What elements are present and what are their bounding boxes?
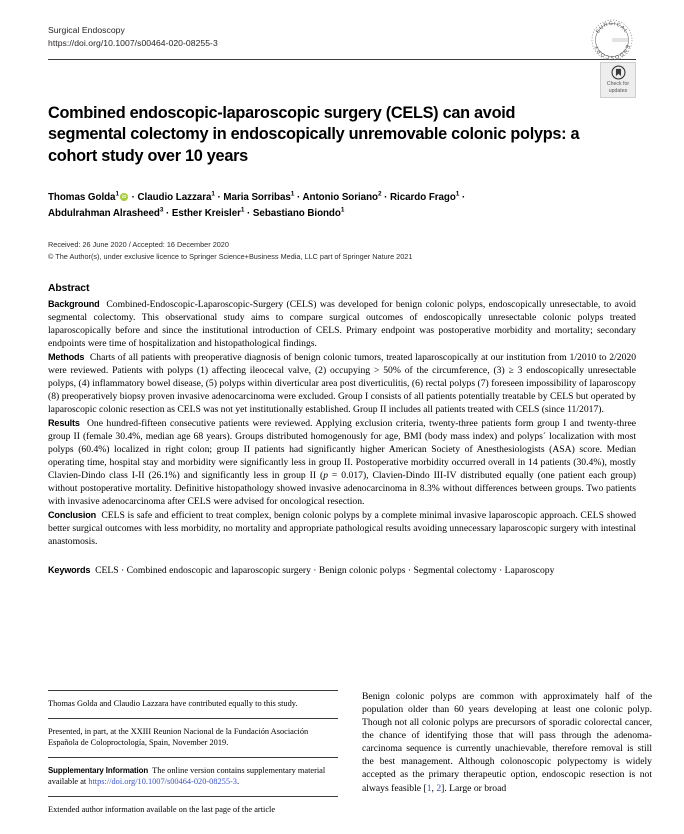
- journal-name: Surgical Endoscopy: [48, 25, 125, 35]
- footnote-divider-4: [48, 796, 338, 797]
- abstract-methods: [48, 351, 636, 417]
- footnote-equal-contribution: Thomas Golda and Claudio Lazzara have contributed equally to this study.: [48, 699, 298, 708]
- supplementary-label: Supplementary Information: [48, 765, 149, 775]
- author-sep: · Sebastiano Biondo: [244, 207, 341, 219]
- abstract-heading: Abstract: [48, 282, 90, 294]
- intro-text-part-1: Benign colonic polyps are common with approximately half of the population older than 60 years developing at least one colonic polyp. Though not all colonic polyps are precursors of sporadic colorectal cancer, the chance of identifying those that will pass through the adenoma-carcinoma sequence is currently unachievable, therefore removal is still the best management. Although colonoscopic polypectomy is widely accepted as the primary therapeutic option, endoscopic resection is not always feasible [: [362, 691, 652, 794]
- citation-ref-2[interactable]: 2: [436, 782, 442, 794]
- affil-mark: 1: [290, 190, 295, 198]
- supplementary-text: The online version contains supplementary material available at: [48, 765, 326, 787]
- keywords-text: CELS · Combined endoscopic and laparoscopic surgery · Benign colonic polyps · Segmental colectomy · Laparoscopy: [95, 564, 555, 576]
- abstract-conclusion: [48, 509, 636, 549]
- citation-ref-1[interactable]: 1: [426, 782, 432, 794]
- crossmark-line-2: updates: [608, 87, 628, 94]
- abstract-methods-text: Charts of all patients with preoperative diagnosis of benign colonic tumors, treated laparoscopically at our institution from 1/2010 to 2/2020 were reviewed. Patients with polyps (1) affecting ileocecal valve, (2) occupying > 50% of the circumference, (3) ≥ 3 endoscopically unresectable polyps, (4) inflammatory bowel disease, (5) polyps within diverticular area post diverticulitis, (6) rectal polyps (7) foreseen impossibility of laparoscopy (8) preoperatively biopsy proven invasive adenocarcinoma were excluded. Group I consists of all patients potentially treatable by CELS but operated by laparoscopic colonic resection as CELS was not yet institutionally established. Group II includes all patients treated with CELS (since 11/2017).: [48, 351, 637, 415]
- crossmark-label: [607, 81, 629, 94]
- footnote-extended-author-info: Extended author information available on the last page of the article: [48, 804, 276, 814]
- svg-text:ENDOSCOPY: ENDOSCOPY: [593, 43, 631, 61]
- author-sep: · Claudio Lazzara: [128, 191, 212, 203]
- orcid-icon[interactable]: [120, 193, 128, 201]
- copyright-line: © The Author(s), under exclusive licence to Springer Science+Business Media, LLC part of Springer Nature 2021: [48, 252, 413, 262]
- journal-logo-icon: [588, 16, 636, 64]
- abstract-results-text-b: = 0.017), Clavien-Dindo III-IV distributed equally (one patient each group) without postoperative mortality. Definitive histopathology showed invasive adenocarcinoma in 8.3% without differences between groups. Two patients with invasive adenocarcinoma after CELS were advised for oncological resection.: [48, 469, 636, 507]
- abstract-conclusion-text: CELS is safe and efficient to treat complex, benign colonic polyps by a complete minimal invasive laparoscopic approach. CELS showed better surgical outcomes with less morbidity, no mortality and appropriate pathological results avoiding unnecessary laparoscopic surgery with intestinal anastomosis.: [48, 509, 637, 547]
- svg-text:SURGICAL: SURGICAL: [594, 20, 630, 35]
- abstract-body: [48, 298, 636, 549]
- abstract-background: [48, 298, 636, 351]
- author-sep: · Esther Kreisler: [163, 207, 241, 219]
- abstract-results-text-a: One hundred-fifteen consecutive patients were reviewed. Applying exclusion criteria, twenty-three patients form group I and twenty-three group II (female 30.4%, median age 68 years). Groups distributed homogenously for age, BMI (body mass index) and polyps´ localization with most polyps (60.4%) localized in right colon; group II patients had significantly higher American Society of Anesthesiologists (ASA) score. Median operating time, hospital stay and morbidity were significantly less in group II. Postoperative morbidity occurred overall in 14 patients (30.4%), mostly Clavien-Dindo class I-II (26.1%) and significantly less in group II (: [48, 417, 636, 481]
- citation-separator: ,: [431, 782, 437, 794]
- page-title: Combined endoscopic-laparoscopic surgery (CELS) can avoid segmental colectomy in endoscopically unremovable colonic polyps: a cohort study over 10 years: [48, 103, 580, 165]
- publication-dates: [48, 239, 593, 263]
- page-content: [48, 20, 637, 578]
- introduction-paragraph: [362, 690, 652, 795]
- header-divider: [48, 59, 636, 60]
- supplementary-doi-link[interactable]: https://doi.org/10.1007/s00464-020-08255-3: [88, 777, 237, 787]
- introduction-column: [362, 690, 652, 823]
- crossmark-icon: [611, 65, 626, 80]
- affil-mark: 1: [240, 206, 245, 214]
- crossmark-line-1: Check for: [606, 81, 630, 87]
- abstract-background-text: Combined-Endoscopic-Laparoscopic-Surgery (CELS) was developed for benign colonic polyps, endoscopically unresectable, to avoid segmental colectomy. This observational study aims to compare surgical outcomes of endoscopically unresectable colonic polyps treated laparoscopically before and since the institutional introduction of CELS. Primary endpoint was postoperative morbidity and mortality; secondary endpoints were time of hospitalization and histopathological findings.: [48, 298, 636, 349]
- abstract-results: [48, 417, 636, 509]
- journal-doi[interactable]: https://doi.org/10.1007/s00464-020-08255-3: [48, 38, 218, 49]
- author-sep: · Maria Sorribas: [214, 191, 291, 203]
- abstract-results-p-value: p: [323, 469, 329, 481]
- bottom-columns: [48, 690, 652, 823]
- author-abdulrahman-alrasheed: Abdulrahman Alrasheed: [48, 207, 160, 219]
- keywords-label: Keywords: [48, 564, 91, 575]
- affil-mark: 1: [211, 190, 215, 198]
- footnote-supplementary: [48, 765, 338, 788]
- abstract-conclusion-label: Conclusion: [48, 509, 97, 520]
- affil-mark: 1: [340, 206, 345, 214]
- author-list: [48, 190, 593, 222]
- affil-mark: 1: [455, 190, 460, 198]
- journal-header: [48, 20, 636, 61]
- footnote-divider-1: [48, 690, 338, 691]
- author-sep: ·: [459, 191, 466, 203]
- keywords-section: [48, 564, 636, 578]
- affil-mark: 1: [115, 190, 119, 198]
- abstract-background-label: Background: [48, 298, 100, 309]
- received-accepted-line: Received: 26 June 2020 / Accepted: 16 December 2020: [48, 240, 229, 250]
- footnote-presented-at: Presented, in part, at the XXIII Reunion Nacional de la Fundación Asociación Española de Coloproctología, Spain, November 2019.: [48, 726, 309, 747]
- footnote-divider-3: [48, 757, 338, 758]
- intro-text-part-2: ]. Large or broad: [441, 782, 507, 794]
- affil-mark: 2: [377, 190, 382, 198]
- author-sep: · Antonio Soriano: [294, 191, 378, 203]
- crossmark-badge[interactable]: [600, 62, 636, 98]
- author-sep: · Ricardo Frago: [381, 191, 456, 203]
- abstract-results-label: Results: [48, 417, 80, 428]
- supplementary-tail: .: [236, 777, 240, 787]
- footnote-column: [48, 690, 338, 823]
- author-thomas-golda: Thomas Golda: [48, 191, 116, 203]
- abstract-methods-label: Methods: [48, 351, 85, 362]
- affil-mark: 3: [159, 206, 164, 214]
- footnote-divider-2: [48, 718, 338, 719]
